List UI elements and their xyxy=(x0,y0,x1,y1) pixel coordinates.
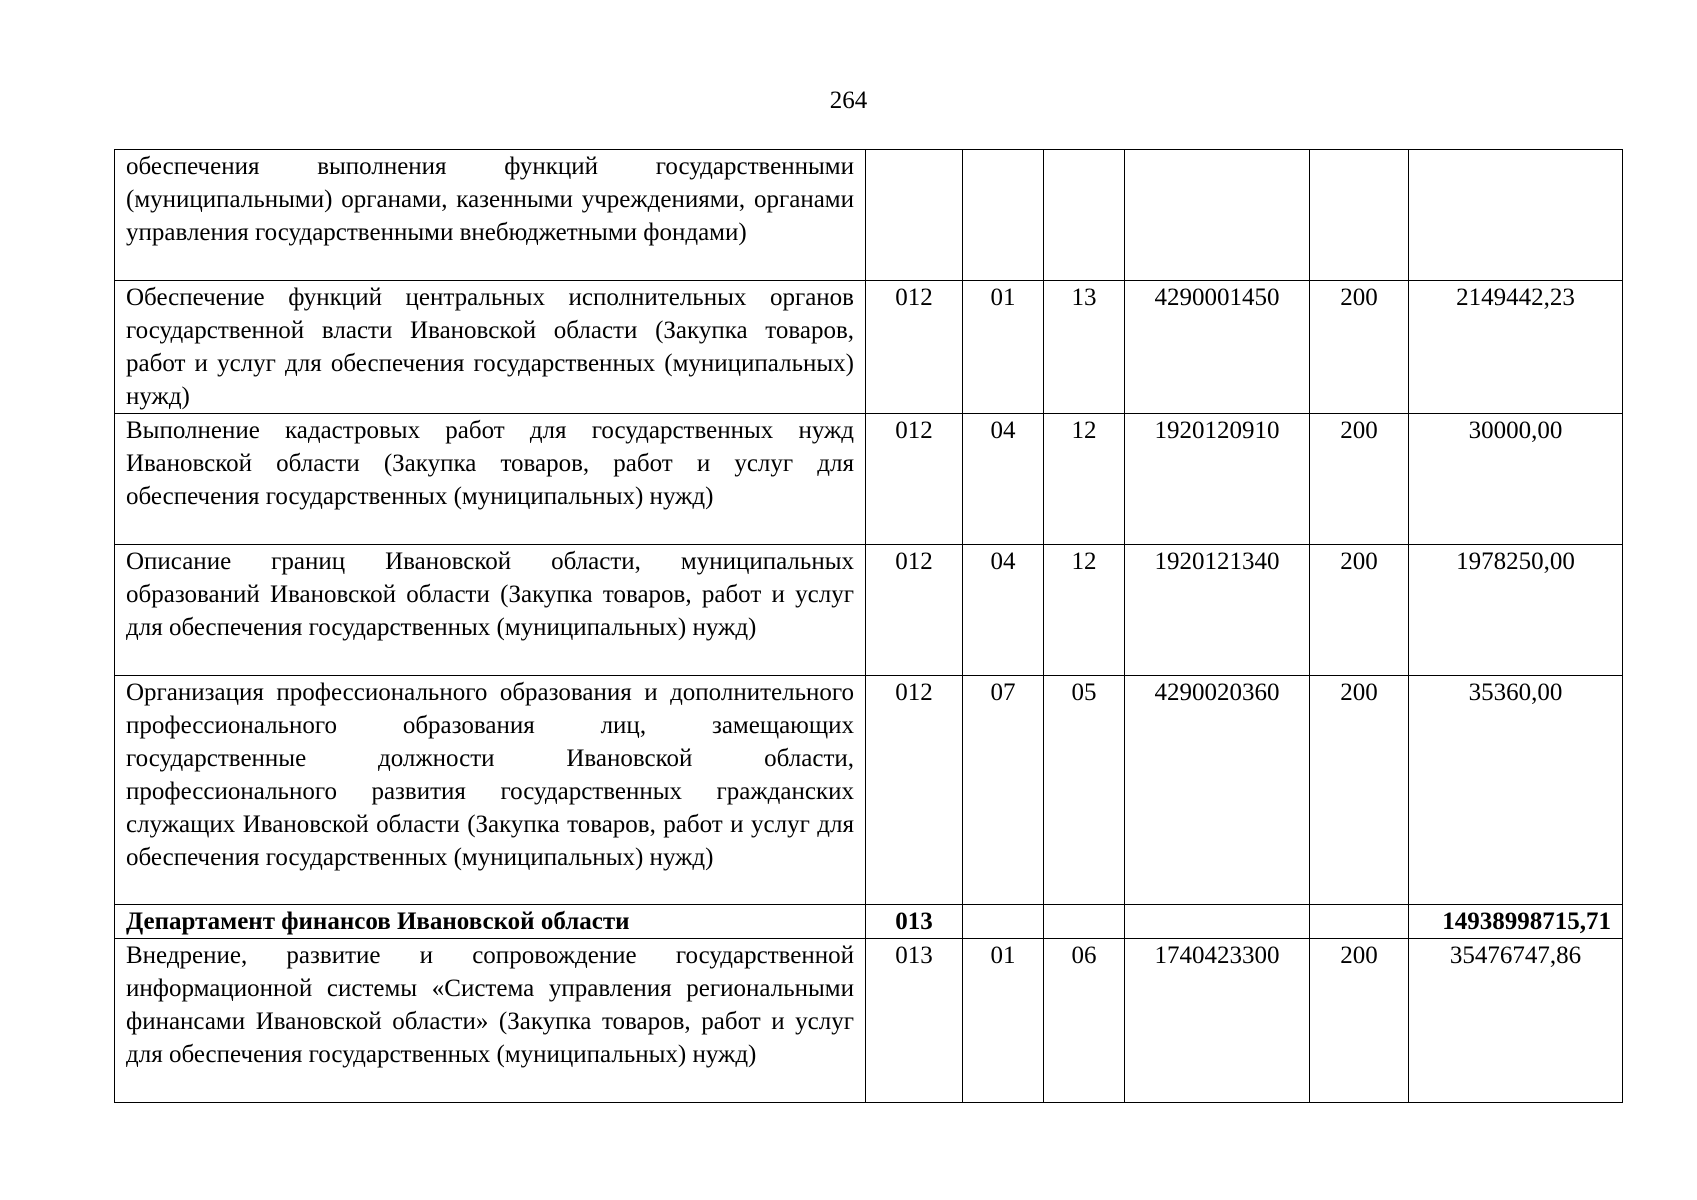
target-article-code: 1920121340 xyxy=(1125,545,1310,676)
subsection-code: 13 xyxy=(1044,281,1125,414)
section-code: 04 xyxy=(963,414,1044,545)
expense-type-code xyxy=(1310,150,1409,281)
table-row-department xyxy=(115,905,1623,939)
target-article-code: 4290001450 xyxy=(1125,281,1310,414)
ministry-code xyxy=(866,150,963,281)
subsection-code: 06 xyxy=(1044,939,1125,1103)
amount: 1978250,00 xyxy=(1409,545,1623,676)
subsection-code xyxy=(1044,905,1125,939)
target-article-code xyxy=(1125,150,1310,281)
section-code: 07 xyxy=(963,676,1044,905)
row-description: Внедрение, развитие и сопровождение государственной информационной системы «Система управления региональными финансами Ивановской области» (Закупка товаров, работ и услуг для обеспечения государственных (муниципальных) нужд) xyxy=(115,939,866,1103)
expense-type-code: 200 xyxy=(1310,281,1409,414)
section-code: 01 xyxy=(963,939,1044,1103)
target-article-code: 4290020360 xyxy=(1125,676,1310,905)
amount: 35476747,86 xyxy=(1409,939,1623,1103)
row-description: Описание границ Ивановской области, муниципальных образований Ивановской области (Закупка товаров, работ и услуг для обеспечения государственных (муниципальных) нужд) xyxy=(115,545,866,676)
expense-type-code: 200 xyxy=(1310,676,1409,905)
section-code xyxy=(963,150,1044,281)
ministry-code: 012 xyxy=(866,281,963,414)
ministry-code: 012 xyxy=(866,676,963,905)
budget-table xyxy=(114,149,1623,1103)
amount xyxy=(1409,150,1623,281)
section-code: 04 xyxy=(963,545,1044,676)
target-article-code: 1740423300 xyxy=(1125,939,1310,1103)
table-row xyxy=(115,414,1623,545)
subsection-code: 12 xyxy=(1044,545,1125,676)
row-description: Выполнение кадастровых работ для государственных нужд Ивановской области (Закупка товаров, работ и услуг для обеспечения государственных (муниципальных) нужд) xyxy=(115,414,866,545)
row-description: обеспечения выполнения функций государственными (муниципальными) органами, казенными учреждениями, органами управления государственными внебюджетными фондами) xyxy=(115,150,866,281)
table-row xyxy=(115,545,1623,676)
table-row xyxy=(115,150,1623,281)
subsection-code: 12 xyxy=(1044,414,1125,545)
amount: 2149442,23 xyxy=(1409,281,1623,414)
subsection-code xyxy=(1044,150,1125,281)
amount: 30000,00 xyxy=(1409,414,1623,545)
ministry-code: 012 xyxy=(866,414,963,545)
table-row xyxy=(115,676,1623,905)
amount: 35360,00 xyxy=(1409,676,1623,905)
expense-type-code: 200 xyxy=(1310,545,1409,676)
section-code xyxy=(963,905,1044,939)
row-description: Обеспечение функций центральных исполнительных органов государственной власти Ивановской области (Закупка товаров, работ и услуг для обеспечения государственных (муниципальных) нужд) xyxy=(115,281,866,414)
expense-type-code xyxy=(1310,905,1409,939)
department-title: Департамент финансов Ивановской области xyxy=(115,905,866,939)
table-row xyxy=(115,281,1623,414)
department-total-amount: 14938998715,71 xyxy=(1409,905,1623,939)
expense-type-code: 200 xyxy=(1310,939,1409,1103)
section-code: 01 xyxy=(963,281,1044,414)
subsection-code: 05 xyxy=(1044,676,1125,905)
ministry-code: 013 xyxy=(866,905,963,939)
expense-type-code: 200 xyxy=(1310,414,1409,545)
target-article-code xyxy=(1125,905,1310,939)
page-number: 264 xyxy=(829,87,868,114)
ministry-code: 013 xyxy=(866,939,963,1103)
target-article-code: 1920120910 xyxy=(1125,414,1310,545)
ministry-code: 012 xyxy=(866,545,963,676)
table-row xyxy=(115,939,1623,1103)
row-description: Организация профессионального образования и дополнительного профессионального образования лиц, замещающих государственные должности Ивановской области, профессионального развития государственных гражданских служащих Ивановской области (Закупка товаров, работ и услуг для обеспечения государственных (муниципальных) нужд) xyxy=(115,676,866,905)
